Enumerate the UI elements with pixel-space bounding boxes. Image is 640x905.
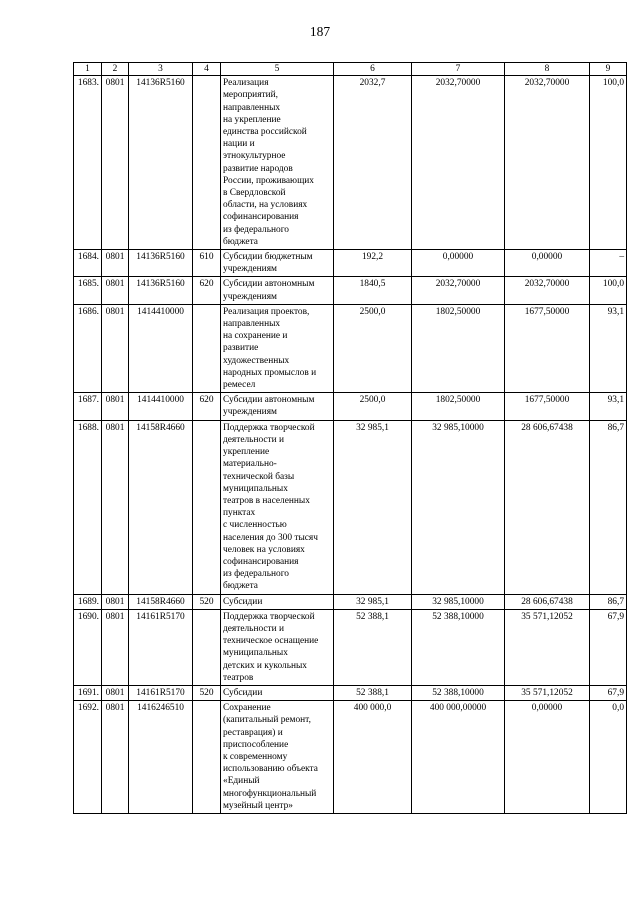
target-code-cell: 14161R5170: [129, 685, 193, 700]
target-code-cell: 1416246510: [129, 701, 193, 814]
refined-amount-cell: 32 985,10000: [412, 594, 505, 609]
refined-amount-cell: 32 985,10000: [412, 420, 505, 594]
section-code-cell: 0801: [102, 76, 129, 250]
planned-amount-cell: 1840,5: [334, 277, 412, 304]
row-number-cell: 1687.: [74, 393, 102, 420]
item-name-cell: Субсидии автономным учреждениям: [221, 277, 334, 304]
refined-amount-cell: 1802,50000: [412, 304, 505, 392]
header-cell: 5: [221, 63, 334, 76]
expense-type-cell: 620: [193, 277, 221, 304]
row-number-cell: 1690.: [74, 609, 102, 685]
item-name-cell: Реализация проектов, направленных на сохранение и развитие художественных народных промыслов и ремесел: [221, 304, 334, 392]
executed-amount-cell: 0,00000: [505, 250, 590, 277]
table-row: [74, 685, 627, 700]
expense-type-cell: 610: [193, 250, 221, 277]
row-number-cell: 1685.: [74, 277, 102, 304]
header-cell: 6: [334, 63, 412, 76]
refined-amount-cell: 52 388,10000: [412, 685, 505, 700]
expense-type-cell: [193, 76, 221, 250]
execution-percent-cell: 0,0: [590, 701, 627, 814]
planned-amount-cell: 32 985,1: [334, 594, 412, 609]
planned-amount-cell: 52 388,1: [334, 685, 412, 700]
section-code-cell: 0801: [102, 420, 129, 594]
executed-amount-cell: 2032,70000: [505, 76, 590, 250]
target-code-cell: 14136R5160: [129, 76, 193, 250]
target-code-cell: 14161R5170: [129, 609, 193, 685]
item-name-cell: Поддержка творческой деятельности и укрепление материально- технической базы муниципальных театров в населенных пунктах с численностью населения до 300 тысяч человек на условиях софинансирования из федерального бюджета: [221, 420, 334, 594]
target-code-cell: 14158R4660: [129, 420, 193, 594]
header-cell: 1: [74, 63, 102, 76]
row-number-cell: 1688.: [74, 420, 102, 594]
page-number: 187: [309, 24, 331, 39]
refined-amount-cell: 2032,70000: [412, 76, 505, 250]
target-code-cell: 14136R5160: [129, 277, 193, 304]
table-row: [74, 594, 627, 609]
item-name-cell: Субсидии бюджетным учреждениям: [221, 250, 334, 277]
section-code-cell: 0801: [102, 609, 129, 685]
executed-amount-cell: 28 606,67438: [505, 420, 590, 594]
executed-amount-cell: 1677,50000: [505, 304, 590, 392]
execution-percent-cell: 67,9: [590, 609, 627, 685]
execution-percent-cell: 67,9: [590, 685, 627, 700]
header-cell: 4: [193, 63, 221, 76]
execution-percent-cell: 86,7: [590, 594, 627, 609]
planned-amount-cell: 2032,7: [334, 76, 412, 250]
expense-type-cell: [193, 701, 221, 814]
planned-amount-cell: 2500,0: [334, 304, 412, 392]
section-code-cell: 0801: [102, 304, 129, 392]
item-name-cell: Субсидии: [221, 685, 334, 700]
execution-percent-cell: 93,1: [590, 393, 627, 420]
expense-type-cell: [193, 609, 221, 685]
target-code-cell: 1414410000: [129, 393, 193, 420]
header-cell: 3: [129, 63, 193, 76]
target-code-cell: 14136R5160: [129, 250, 193, 277]
item-name-cell: Субсидии автономным учреждениям: [221, 393, 334, 420]
item-name-cell: Сохранение (капитальный ремонт, реставрация) и приспособление к современному использованию объекта «Единый многофункциональный музейный центр»: [221, 701, 334, 814]
executed-amount-cell: 35 571,12052: [505, 609, 590, 685]
row-number-cell: 1684.: [74, 250, 102, 277]
section-code-cell: 0801: [102, 277, 129, 304]
expense-type-cell: 520: [193, 594, 221, 609]
item-name-cell: Субсидии: [221, 594, 334, 609]
planned-amount-cell: 2500,0: [334, 393, 412, 420]
table-row: [74, 701, 627, 814]
expense-type-cell: [193, 420, 221, 594]
target-code-cell: 1414410000: [129, 304, 193, 392]
planned-amount-cell: 192,2: [334, 250, 412, 277]
refined-amount-cell: 400 000,00000: [412, 701, 505, 814]
executed-amount-cell: 35 571,12052: [505, 685, 590, 700]
table-row: [74, 393, 627, 420]
row-number-cell: 1691.: [74, 685, 102, 700]
item-name-cell: Реализация мероприятий, направленных на укрепление единства российской нации и этнокультурное развитие народов России, проживающих в Свердловской области, на условиях софинансирования из федерального бюджета: [221, 76, 334, 250]
expense-type-cell: 620: [193, 393, 221, 420]
table-row: [74, 76, 627, 250]
row-number-cell: 1692.: [74, 701, 102, 814]
target-code-cell: 14158R4660: [129, 594, 193, 609]
execution-percent-cell: 93,1: [590, 304, 627, 392]
execution-percent-cell: 100,0: [590, 277, 627, 304]
table-row: [74, 609, 627, 685]
execution-percent-cell: 100,0: [590, 76, 627, 250]
table-row: [74, 250, 627, 277]
header-cell: 2: [102, 63, 129, 76]
table-row: [74, 277, 627, 304]
section-code-cell: 0801: [102, 685, 129, 700]
item-name-cell: Поддержка творческой деятельности и техническое оснащение муниципальных детских и кукольных театров: [221, 609, 334, 685]
executed-amount-cell: 2032,70000: [505, 277, 590, 304]
refined-amount-cell: 1802,50000: [412, 393, 505, 420]
header-cell: 8: [505, 63, 590, 76]
row-number-cell: 1689.: [74, 594, 102, 609]
section-code-cell: 0801: [102, 594, 129, 609]
refined-amount-cell: 52 388,10000: [412, 609, 505, 685]
budget-table: [73, 62, 627, 814]
executed-amount-cell: 28 606,67438: [505, 594, 590, 609]
execution-percent-cell: 86,7: [590, 420, 627, 594]
execution-percent-cell: –: [590, 250, 627, 277]
planned-amount-cell: 32 985,1: [334, 420, 412, 594]
executed-amount-cell: 0,00000: [505, 701, 590, 814]
header-cell: 9: [590, 63, 627, 76]
table-row: [74, 420, 627, 594]
row-number-cell: 1686.: [74, 304, 102, 392]
row-number-cell: 1683.: [74, 76, 102, 250]
section-code-cell: 0801: [102, 250, 129, 277]
planned-amount-cell: 400 000,0: [334, 701, 412, 814]
refined-amount-cell: 0,00000: [412, 250, 505, 277]
refined-amount-cell: 2032,70000: [412, 277, 505, 304]
table-row: [74, 304, 627, 392]
expense-type-cell: [193, 304, 221, 392]
section-code-cell: 0801: [102, 701, 129, 814]
section-code-cell: 0801: [102, 393, 129, 420]
planned-amount-cell: 52 388,1: [334, 609, 412, 685]
executed-amount-cell: 1677,50000: [505, 393, 590, 420]
header-cell: 7: [412, 63, 505, 76]
expense-type-cell: 520: [193, 685, 221, 700]
table-header-row: [74, 63, 627, 76]
